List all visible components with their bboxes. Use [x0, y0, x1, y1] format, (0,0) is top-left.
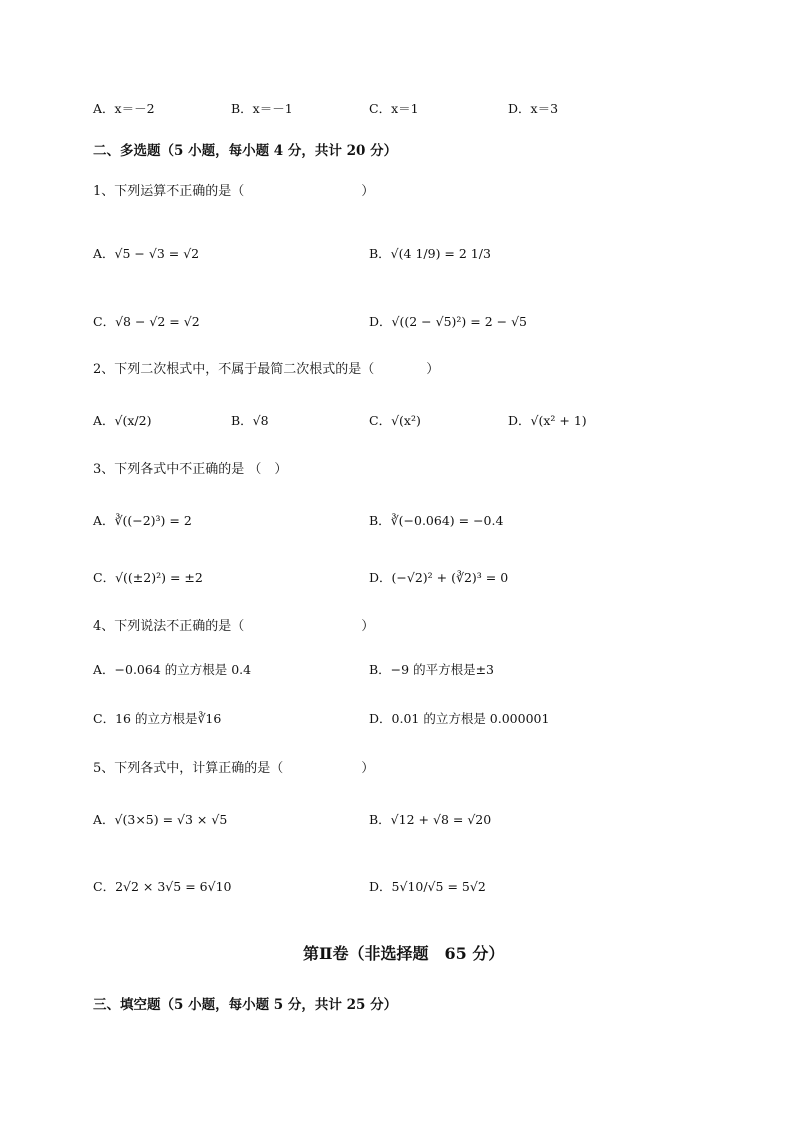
- question-4-option-d: D．0.01 的立方根是 0.000001: [369, 711, 550, 726]
- question-3-option-c: C．√((±2)²) = ±2: [93, 570, 203, 585]
- question-2-option-a: A．√(x/2): [93, 413, 152, 428]
- question-3-stem: 3、下列各式中不正确的是 （ ）: [93, 462, 288, 477]
- question-3-option-b: B．∛(−0.064) = −0.4: [369, 513, 504, 528]
- question-3-option-a: A．∛((−2)³) = 2: [93, 513, 192, 528]
- question-2-option-d: D．√(x² + 1): [508, 413, 587, 428]
- question-1-option-a: A．√5 − √3 = √2: [93, 246, 200, 261]
- question-4-option-a: A．−0.064 的立方根是 0.4: [93, 662, 252, 677]
- question-5-option-a: A．√(3×5) = √3 × √5: [93, 812, 228, 827]
- question-1-option-c: C．√8 − √2 = √2: [93, 314, 200, 329]
- question-5-option-d: D．5√10/√5 = 5√2: [369, 879, 486, 894]
- top-option-d: D．x＝3: [508, 101, 559, 116]
- question-4-option-b: B．−9 的平方根是±3: [369, 662, 495, 677]
- question-3-option-d: D．(−√2)² + (∛2)³ = 0: [369, 570, 509, 585]
- question-1-stem: 1、下列运算不正确的是（ ）: [93, 184, 375, 199]
- question-4-option-c: C．16 的立方根是∛16: [93, 711, 222, 726]
- question-5-option-c: C．2√2 × 3√5 = 6√10: [93, 879, 232, 894]
- question-1-option-d: D．√((2 − √5)²) = 2 − √5: [369, 314, 528, 329]
- section3-heading: 三、填空题（5 小题，每小题 5 分，共计 25 分）: [93, 997, 398, 1013]
- top-option-c: C．x＝1: [369, 101, 419, 116]
- question-2-option-b: B．√8: [231, 413, 269, 428]
- top-option-b: B．x＝－1: [231, 101, 293, 116]
- top-option-a: A．x＝－2: [93, 101, 155, 116]
- question-5-stem: 5、下列各式中，计算正确的是（ ）: [93, 761, 375, 776]
- section2-heading: 二、多选题（5 小题，每小题 4 分，共计 20 分）: [93, 143, 398, 159]
- question-1-option-b: B．√(4 1/9) = 2 1/3: [369, 246, 491, 261]
- question-5-option-b: B．√12 + √8 = √20: [369, 812, 492, 827]
- question-4-stem: 4、下列说法不正确的是（ ）: [93, 619, 375, 634]
- question-2-stem: 2、下列二次根式中，不属于最简二次根式的是（ ）: [93, 362, 440, 377]
- question-2-option-c: C．√(x²): [369, 413, 421, 428]
- part2-title: 第Ⅱ卷（非选择题 65 分）: [303, 944, 505, 963]
